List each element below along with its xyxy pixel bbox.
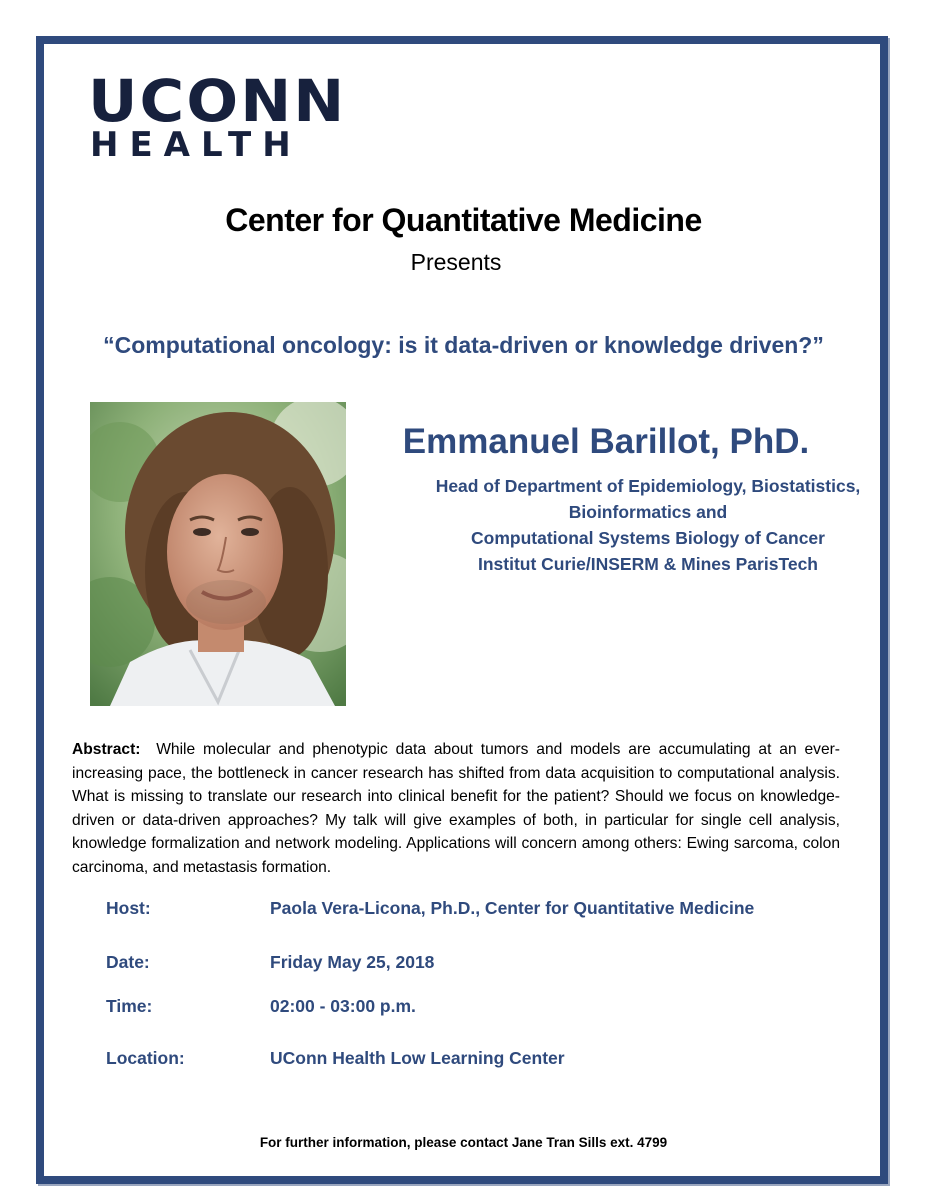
speaker-affiliation — [346, 473, 927, 577]
time-value: 02:00 - 03:00 p.m. — [270, 996, 416, 1016]
abstract — [72, 738, 840, 880]
speaker-name: Emmanuel Barillot, PhD. — [402, 422, 810, 461]
logo-subtitle: HEALTH — [90, 125, 302, 165]
presents-text: Presents — [410, 249, 502, 275]
speaker-photo — [90, 402, 346, 706]
date-value: Friday May 25, 2018 — [270, 952, 435, 972]
logo-wordmark: UCONN — [88, 67, 347, 135]
abstract-label: Abstract: — [72, 741, 141, 758]
time-label: Time: — [106, 996, 153, 1016]
affiliation-line: Bioinformatics and — [568, 502, 728, 522]
affiliation-line: Institut Curie/INSERM & Mines ParisTech — [477, 554, 818, 574]
date-label: Date: — [106, 952, 150, 972]
affiliation-line: Computational Systems Biology of Cancer — [471, 528, 825, 548]
center-title: Center for Quantitative Medicine — [225, 202, 702, 238]
uconn-health-logo — [88, 67, 347, 165]
location-label: Location: — [106, 1048, 185, 1068]
host-value: Paola Vera-Licona, Ph.D., Center for Quantitative Medicine — [270, 898, 755, 918]
talk-title: “Computational oncology: is it data-driven or knowledge driven?” — [103, 332, 824, 358]
affiliation-line: Head of Department of Epidemiology, Biostatistics, — [435, 476, 861, 496]
location-value: UConn Health Low Learning Center — [270, 1048, 565, 1068]
abstract-text: While molecular and phenotypic data about tumors and models are accumulating at an ever-increasing pace, the bottleneck in cancer research has shifted from data acquisition to computational analysis. What is missing to translate our research into clinical benefit for the patient? Should we focus on knowledge-driven or data-driven approaches? My talk will give examples of both, in particular for single cell analysis, knowledge formalization and network modeling. Applications will concern among others: Ewing sarcoma, colon carcinoma, and metastasis formation. — [72, 741, 841, 876]
speaker-portrait-image — [90, 402, 346, 706]
contact-footer: For further information, please contact Jane Tran Sills ext. 4799 — [259, 1135, 668, 1150]
host-label: Host: — [106, 898, 151, 918]
